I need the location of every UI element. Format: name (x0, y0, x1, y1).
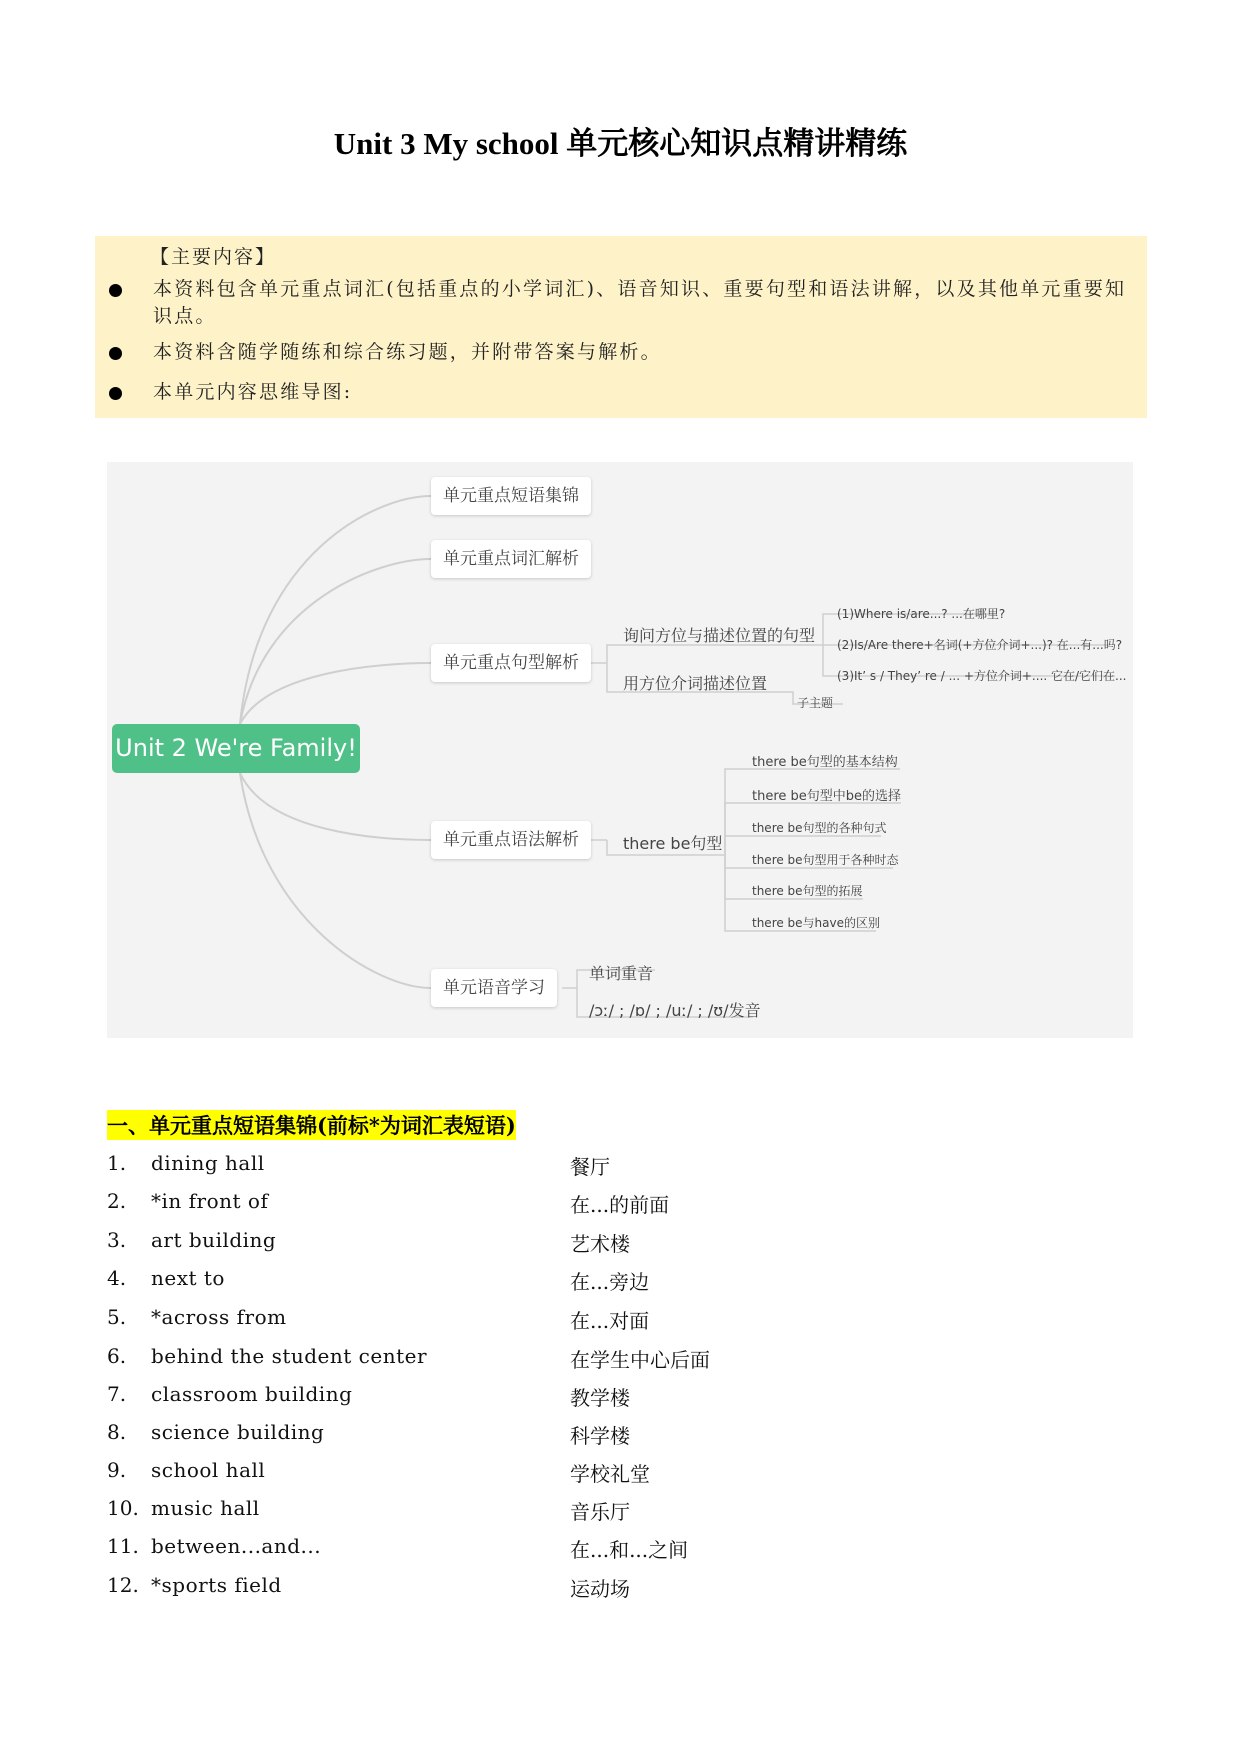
item-chinese: 在...对面 (570, 1309, 650, 1333)
list-item (107, 1382, 1107, 1412)
mindmap-node-sentences: 单元重点句型解析 (431, 644, 591, 682)
item-number: 11. (107, 1534, 139, 1558)
item-chinese: 餐厅 (570, 1155, 610, 1179)
item-english: *sports field (151, 1573, 282, 1597)
item-number: 12. (107, 1573, 139, 1597)
list-item (107, 1344, 1107, 1374)
summary-bullet-text: 本资料含随学随练和综合练习题，并附带答案与解析。 (153, 341, 662, 363)
item-english: art building (151, 1228, 277, 1252)
item-chinese: 科学楼 (570, 1424, 630, 1448)
summary-heading: 【主要内容】 (150, 246, 277, 268)
list-item (107, 1496, 1107, 1526)
item-number: 10. (107, 1496, 139, 1520)
item-chinese: 运动场 (570, 1577, 630, 1601)
item-number: 3. (107, 1228, 127, 1252)
bullet-dot-icon (109, 284, 122, 297)
mindmap-leaf: (2)Is/Are there+名词(+方位介词+...)? 在...有...吗? (837, 638, 1123, 652)
mindmap-node-phrases: 单元重点短语集锦 (431, 477, 591, 515)
item-english: behind the student center (151, 1344, 428, 1368)
item-english: science building (151, 1420, 325, 1444)
mindmap-subnode: 单词重音 (589, 964, 654, 983)
summary-box (95, 236, 1147, 418)
item-english: dining hall (151, 1151, 265, 1175)
mindmap-leaf: there be与have的区别 (752, 916, 881, 930)
mindmap-leaf: there be句型用于各种时态 (752, 853, 899, 867)
item-chinese: 教学楼 (570, 1386, 630, 1410)
section-heading: 一、单元重点短语集锦(前标*为词汇表短语) (107, 1110, 516, 1140)
list-item (107, 1534, 1107, 1564)
list-item (107, 1305, 1107, 1335)
list-item (107, 1151, 1107, 1181)
item-chinese: 艺术楼 (570, 1232, 630, 1256)
page-title: Unit 3 My school 单元核心知识点精讲精练 (333, 126, 908, 161)
item-chinese: 音乐厅 (570, 1500, 630, 1524)
bullet-dot-icon (109, 347, 122, 360)
mindmap-leaf: there be句型的拓展 (752, 884, 863, 898)
mindmap-leaf: there be句型的基本结构 (752, 755, 898, 770)
list-item (107, 1266, 1107, 1296)
mindmap-node-vocabulary: 单元重点词汇解析 (431, 540, 591, 578)
mind-map (107, 462, 1133, 1038)
item-number: 6. (107, 1344, 127, 1368)
item-number: 4. (107, 1266, 127, 1290)
item-number: 7. (107, 1382, 127, 1406)
item-number: 9. (107, 1458, 127, 1482)
item-english: *across from (151, 1305, 287, 1329)
list-item (107, 1420, 1107, 1450)
item-english: next to (151, 1266, 225, 1290)
mindmap-leaf: (3)It’ s / They’ re / ... +方位介词+.... 它在/它们在... (837, 669, 1127, 683)
list-item (107, 1189, 1107, 1219)
mindmap-leaf: (1)Where is/are...? ...在哪里? (837, 607, 1006, 621)
list-item (107, 1458, 1107, 1488)
list-item (107, 1228, 1107, 1258)
item-english: between...and... (151, 1534, 322, 1558)
item-chinese: 学校礼堂 (570, 1462, 650, 1486)
mindmap-node-phonetics: 单元语音学习 (431, 969, 557, 1007)
item-chinese: 在...和...之间 (570, 1538, 689, 1562)
item-english: *in front of (151, 1189, 269, 1213)
item-number: 1. (107, 1151, 127, 1175)
list-item (107, 1573, 1107, 1603)
item-english: music hall (151, 1496, 260, 1520)
item-number: 8. (107, 1420, 127, 1444)
mindmap-leaf: there be句型中be的选择 (752, 789, 902, 804)
item-chinese: 在...的前面 (570, 1193, 670, 1217)
mindmap-subnode: /ɔː/ ; /ɒ/ ; /uː/ ; /ʊ/发音 (589, 1001, 761, 1020)
summary-bullet-text: 本资料包含单元重点词汇(包括重点的小学词汇)、语音知识、重要句型和语法讲解，以及其他单元重要知识点。 (153, 278, 1127, 327)
mindmap-subnode: 用方位介词描述位置 (623, 674, 768, 693)
mindmap-root-node: Unit 2 We're Family! (112, 724, 360, 773)
item-chinese: 在学生中心后面 (570, 1348, 710, 1372)
item-number: 2. (107, 1189, 127, 1213)
item-english: classroom building (151, 1382, 353, 1406)
summary-bullet-text: 本单元内容思维导图: (153, 381, 353, 403)
item-number: 5. (107, 1305, 127, 1329)
mindmap-leaf: 子主题 (797, 696, 834, 710)
item-english: school hall (151, 1458, 266, 1482)
mindmap-subnode: 询问方位与描述位置的句型 (623, 626, 816, 645)
mindmap-node-grammar: 单元重点语法解析 (431, 821, 591, 859)
mindmap-leaf: there be句型的各种句式 (752, 821, 887, 835)
bullet-dot-icon (109, 387, 122, 400)
item-chinese: 在...旁边 (570, 1270, 650, 1294)
mindmap-subnode: there be句型 (623, 834, 723, 853)
